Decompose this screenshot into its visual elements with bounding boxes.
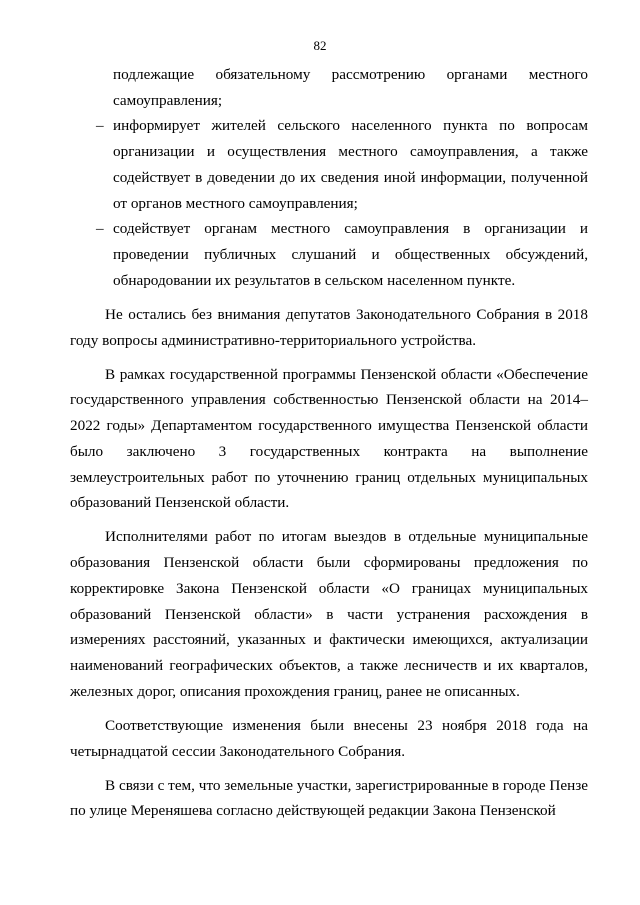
paragraph: Не остались без внимания депутатов Законодательного Собрания в 2018 году вопросы административно-территориального устройства. (70, 305, 588, 349)
list-continuation-text: подлежащие обязательному рассмотрению органами местного самоуправления; (113, 66, 588, 109)
paragraph: В связи с тем, что земельные участки, зарегистрированные в городе Пензе по улице Мереняшева согласно действующей редакции Закона Пензенской (70, 776, 588, 820)
paragraph: Соответствующие изменения были внесены 23 ноября 2018 года на четырнадцатой сессии Законодательного Собрания. (70, 716, 588, 760)
paragraph: Исполнителями работ по итогам выездов в отдельные муниципальные образования Пензенской области были сформированы предложения по корректировке Закона Пензенской области «О границах муниципальных образований Пензенской области» в части устранения расхождения в измерениях расстояний, указанных и фактически имеющихся, актуализации наименований географических объектов, а также лесничеств и их кварталов, железных дорог, описания прохождения границ, ранее не описанных. (70, 528, 588, 700)
bulleted-list (70, 62, 588, 293)
page-number: 82 (313, 38, 327, 53)
document-body (70, 62, 588, 824)
bullet-dash: – (96, 117, 104, 135)
paragraph: В рамках государственной программы Пензенской области «Обеспечение государственного управления собственностью Пензенской области на 2014–2022 годы» Департаментом государственного имущества Пензенской области было заключено 3 государственных контракта на выполнение землеустроительных работ по уточнению границ отдельных муниципальных образований Пензенской области. (70, 365, 588, 512)
list-item-text: информирует жителей сельского населенного пункта по вопросам организации и осуществления местного самоуправления, а также содействует в доведении до их сведения иной информации, полученной от органов местного самоуправления; (113, 117, 588, 212)
list-item (70, 113, 588, 216)
bullet-dash: – (96, 220, 104, 238)
list-item-text: содействует органам местного самоуправления в организации и проведении публичных слушаний и общественных обсуждений, обнародовании их результатов в сельском населенном пункте. (113, 220, 588, 289)
list-item (70, 216, 588, 293)
